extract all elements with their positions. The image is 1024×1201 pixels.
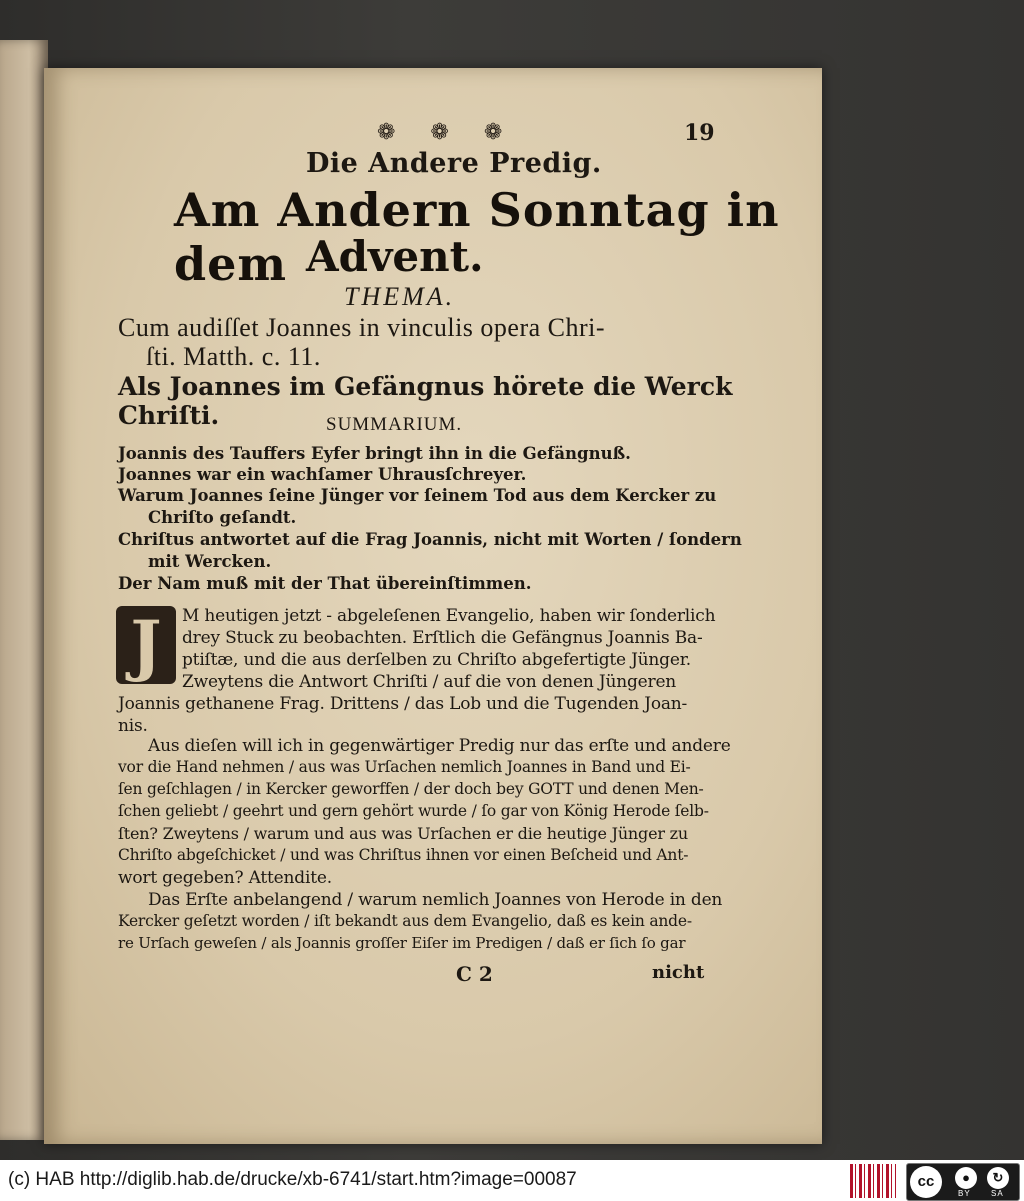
- body-line: ſen geſchlagen / in Kercker geworffen / der doch bey GOTT und denen Men-: [118, 780, 704, 798]
- cc-license-badge[interactable]: [906, 1163, 1020, 1201]
- sermon-heading: Die Andere Predig.: [306, 148, 602, 179]
- thema-label: THEMA.: [344, 282, 456, 311]
- share-alike-icon: ↻: [987, 1167, 1009, 1189]
- body-line: Chriſto abgeſchicket / und was Chriſtus ihnen vor einen Beſcheid und Ant-: [118, 846, 689, 864]
- body-line: Das Erſte anbelangend / warum nemlich Joannes von Herode in den: [148, 890, 723, 910]
- sa-label: SA: [991, 1189, 1004, 1198]
- book-page: [44, 68, 822, 1144]
- summary-line: Joannes war ein wachſamer Uhrausſchreyer.: [118, 465, 527, 484]
- body-line: Zweytens die Antwort Chriſti / auf die von denen Jüngeren: [182, 672, 677, 692]
- body-line: wort gegeben? Attendite.: [118, 868, 332, 888]
- body-line: Joannis gethanene Frag. Drittens / das Lob und die Tugenden Joan-: [118, 694, 688, 714]
- body-line: drey Stuck zu beobachten. Erſtlich die Gefängnus Joannis Ba-: [182, 628, 703, 648]
- body-line: M heutigen jetzt - abgeleſenen Evangelio, haben wir ſonderlich: [182, 606, 716, 626]
- signature-mark: C 2: [456, 962, 493, 986]
- thema-latin-line-1: Cum audiſſet Joannes in vinculis opera Chri-: [118, 313, 606, 342]
- summary-line: Chriſto geſandt.: [148, 508, 297, 527]
- summarium-label: SUMMARIUM.: [326, 414, 463, 435]
- body-line: re Urſach geweſen / als Joannis groſſer Eiſer im Predigen / daß er ſich ſo gar: [118, 934, 686, 952]
- body-line: Aus dieſen will ich in gegenwärtiger Predig nur das erſte und andere: [148, 736, 731, 756]
- drop-cap-initial: J: [116, 606, 176, 684]
- by-label: BY: [958, 1189, 971, 1198]
- cc-icon: cc: [910, 1166, 942, 1198]
- main-title-line-2: Advent.: [306, 232, 484, 281]
- body-line: nis.: [118, 716, 148, 736]
- attribution-link[interactable]: (c) HAB http://diglib.hab.de/drucke/xb-6741/start.htm?image=00087: [8, 1169, 577, 1190]
- body-line: ptiſtæ, und die aus derſelben zu Chriſto abgefertigte Jünger.: [182, 650, 691, 670]
- body-line: Kercker geſetzt worden / iſt bekandt aus dem Evangelio, daß es kein ande-: [118, 912, 692, 930]
- hab-logo-icon[interactable]: [850, 1164, 896, 1198]
- thema-german: Als Joannes im Gefängnus hörete die Werck Chriſti.: [118, 372, 733, 430]
- footer-bar: [0, 1160, 1024, 1201]
- left-page-edge: [0, 40, 48, 1140]
- page-number: 19: [684, 120, 715, 146]
- body-line: vor die Hand nehmen / aus was Urſachen nemlich Joannes in Band und Ei-: [118, 758, 691, 776]
- summary-line: Chriſtus antwortet auf die Frag Joannis, nicht mit Worten / ſondern: [118, 530, 742, 549]
- thema-latin-line-2: ſti. Matth. c. 11.: [146, 342, 321, 371]
- body-line: ſchen geliebt / geehrt und gern gehört wurde / ſo gar von König Herode ſelb-: [118, 802, 709, 820]
- catchword: nicht: [652, 962, 705, 983]
- summary-line: Joannis des Tauffers Eyfer bringt ihn in die Gefängnuß.: [118, 444, 631, 463]
- summary-line: Der Nam muß mit der That übereinſtimmen.: [118, 574, 532, 593]
- summary-line: Warum Joannes ſeine Jünger vor ſeinem Tod aus dem Kercker zu: [118, 486, 717, 505]
- attribution-person-icon: ●: [955, 1167, 977, 1189]
- body-line: ſten? Zweytens / warum und aus was Urſachen er die heutige Jünger zu: [118, 824, 689, 843]
- summary-line: mit Wercken.: [148, 552, 272, 571]
- main-title-line-1: Am Andern Sonntag in dem: [174, 183, 780, 291]
- ornament: ❁ ❁ ❁: [377, 120, 517, 145]
